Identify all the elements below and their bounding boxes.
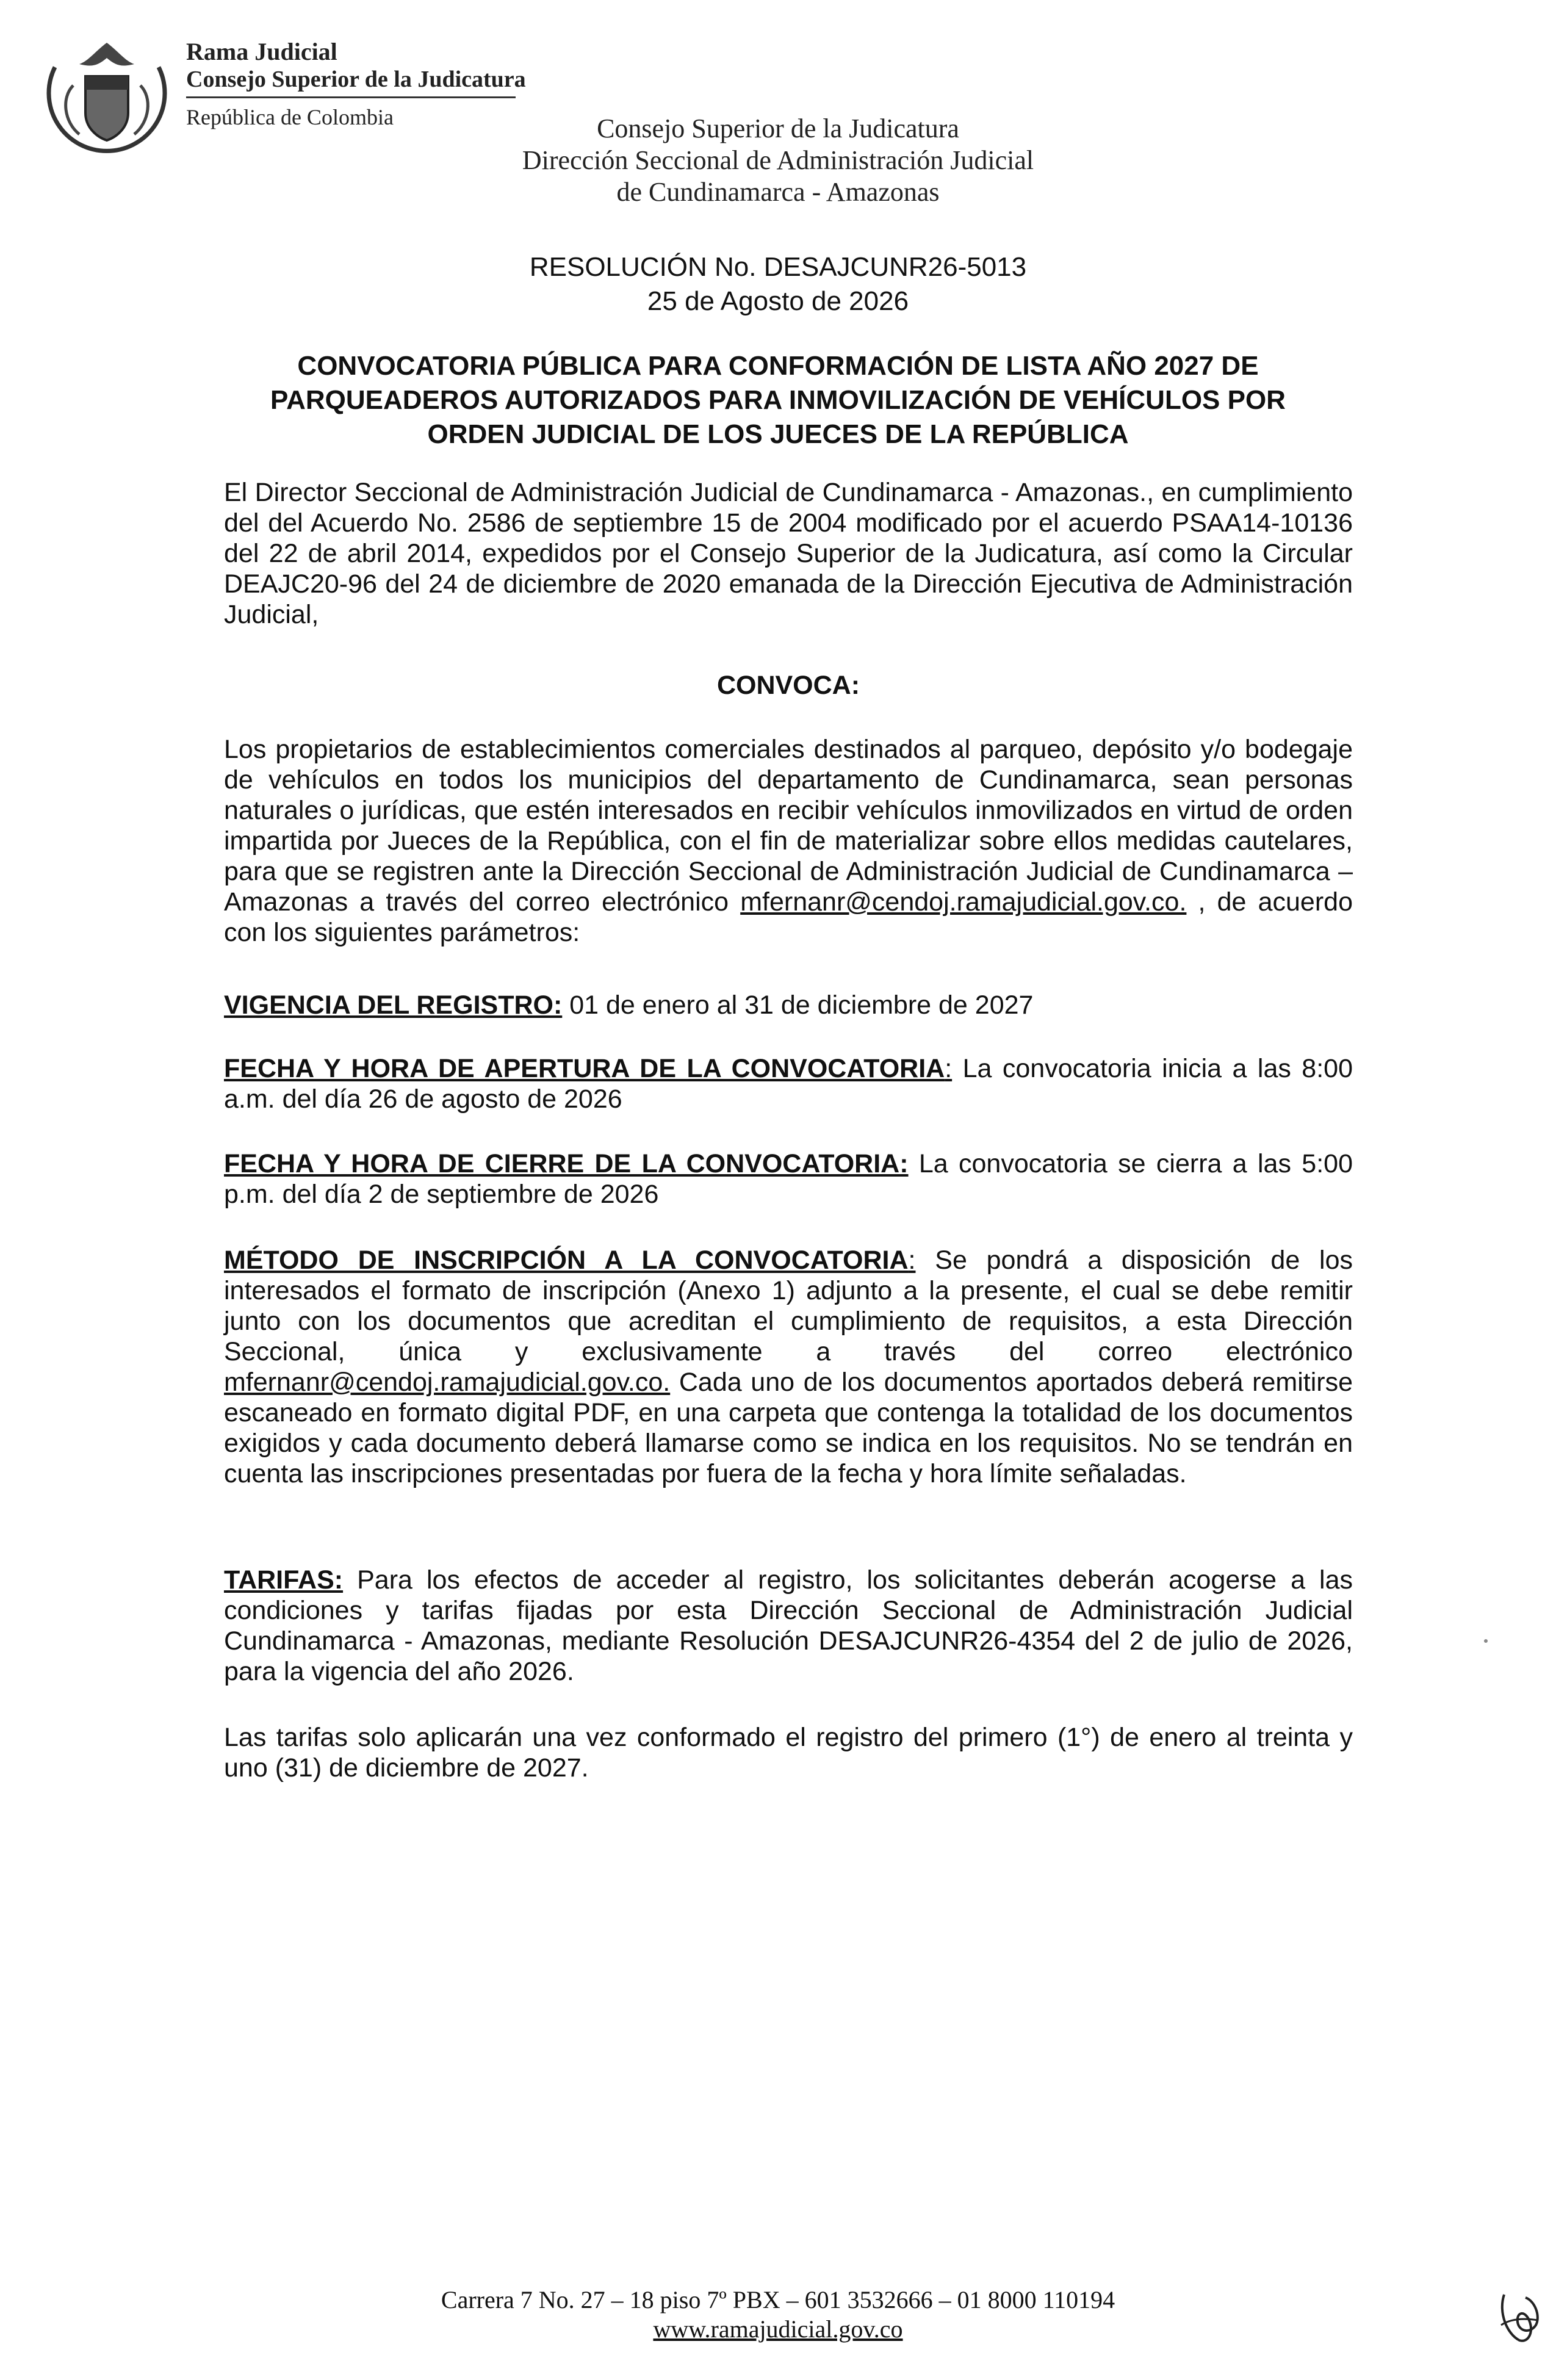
metodo-paragraph xyxy=(224,1245,1353,1489)
cierre-text: La convocatoria se cierra a las 5:00 p.m. del día 2 de septiembre de 2026 xyxy=(224,1149,1353,1209)
apertura-colon: : xyxy=(945,1054,953,1083)
tarifas-label: TARIFAS: xyxy=(224,1565,344,1595)
tarifas-paragraph xyxy=(224,1565,1353,1687)
metodo-label: MÉTODO DE INSCRIPCIÓN A LA CONVOCATORIA xyxy=(224,1246,909,1275)
resolution-header xyxy=(0,250,1556,319)
document-title xyxy=(201,349,1355,452)
convoca-text: Los propietarios de establecimientos comerciales destinados al parqueo, depósito y/o bodegaje de vehículos en todos los municipios del departamento de Cundinamarca, sean personas naturales o jurídicas, que estén interesados en recibir vehículos inmovilizados en virtud de orden impartida por Jueces de la República, con el fin de materializar sobre ellos medidas cautelares, para que se registren ante la Dirección Seccional de Administración Judicial de Cundinamarca – Amazonas a través del correo electrónico xyxy=(224,735,1353,917)
cierre-paragraph xyxy=(224,1149,1353,1210)
council-line-2: Dirección Seccional de Administración Judicial xyxy=(522,145,1034,175)
metodo-tail: Cada uno de los documentos aportados deberá remitirse escaneado en formato digital PDF, en una carpeta que contenga la totalidad de los documentos exigidos y cada documento deberá llamarse como se indica en los requisitos. No se tendrán en cuenta las inscripciones presentadas por fuera de la fecha y hora límite señaladas. xyxy=(224,1368,1353,1488)
convoca-paragraph xyxy=(224,734,1353,948)
brand-line-consejo: Consejo Superior de la Judicatura xyxy=(186,67,526,92)
metodo-colon: : xyxy=(908,1246,916,1275)
footer-website-link[interactable]: www.ramajudicial.gov.co xyxy=(653,2315,903,2343)
closing-paragraph xyxy=(224,1722,1353,1783)
resolution-date: 25 de Agosto de 2026 xyxy=(647,286,909,316)
brand-line-republica: República de Colombia xyxy=(186,105,394,129)
title-line-1: CONVOCATORIA PÚBLICA PARA CONFORMACIÓN DE LISTA AÑO 2027 DE xyxy=(297,351,1259,381)
cierre-label: FECHA Y HORA DE CIERRE DE LA CONVOCATORIA: xyxy=(224,1149,909,1178)
intro-paragraph xyxy=(224,477,1353,630)
apertura-text: La convocatoria inicia a las 8:00 a.m. del día 26 de agosto de 2026 xyxy=(224,1054,1353,1114)
convoca-heading: CONVOCA: xyxy=(716,671,860,700)
metodo-email-link[interactable]: mfernanr@cendoj.ramajudicial.gov.co. xyxy=(224,1368,671,1397)
metodo-text: Se pondrá a disposición de los interesados el formato de inscripción (Anexo 1) adjunto a la presente, el cual se debe remitir junto con los documentos que acreditan el cumplimiento de requisitos, a esta Dirección Seccional, única y exclusivamente a través del correo electrónico xyxy=(224,1246,1353,1366)
apertura-label: FECHA Y HORA DE APERTURA DE LA CONVOCATORIA xyxy=(224,1054,945,1083)
scan-speck xyxy=(1484,1639,1488,1643)
convoca-tail: , de acuerdo con los siguientes parámetros: xyxy=(224,887,1353,947)
title-line-3: ORDEN JUDICIAL DE LOS JUECES DE LA REPÚBLICA xyxy=(427,419,1129,449)
council-heading xyxy=(0,113,1556,208)
council-line-3: de Cundinamarca - Amazonas xyxy=(616,177,940,207)
council-line-1: Consejo Superior de la Judicatura xyxy=(597,114,959,143)
convoca-email-link[interactable]: mfernanr@cendoj.ramajudicial.gov.co. xyxy=(740,887,1187,917)
title-line-2: PARQUEADEROS AUTORIZADOS PARA INMOVILIZACIÓN DE VEHÍCULOS POR xyxy=(270,385,1286,415)
brand-divider xyxy=(186,96,516,98)
closing-text: Las tarifas solo aplicarán una vez conformado el registro del primero (1°) de enero al treinta y uno (31) de diciembre de 2027. xyxy=(224,1723,1353,1783)
apertura-paragraph xyxy=(224,1053,1353,1114)
footer-address: Carrera 7 No. 27 – 18 piso 7º PBX – 601 3532666 – 01 8000 110194 xyxy=(441,2286,1115,2313)
footer xyxy=(0,2285,1556,2344)
vigencia-text: 01 de enero al 31 de diciembre de 2027 xyxy=(562,990,1034,1020)
intro-text: El Director Seccional de Administración Judicial de Cundinamarca - Amazonas., en cumplimiento del del Acuerdo No. 2586 de septiembre 15 de 2004 modificado por el acuerdo PSAA14-10136 del 22 de abril 2014, expedidos por el Consejo Superior de la Judicatura, así como la Circular DEAJC20-96 del 24 de diciembre de 2020 emanada de la Dirección Ejecutiva de Administración Judicial, xyxy=(224,478,1353,629)
brand-line-rama-judicial: Rama Judicial xyxy=(186,38,337,65)
tarifas-text: Para los efectos de acceder al registro, los solicitantes deberán acogerse a las condiciones y tarifas fijadas por esta Dirección Seccional de Administración Judicial Cundinamarca - Amazonas, mediante Resolución DESAJCUNR26-4354 del 2 de julio de 2026, para la vigencia del año 2026. xyxy=(224,1565,1353,1686)
initials-signature-icon xyxy=(1492,2282,1547,2349)
resolution-number: RESOLUCIÓN No. DESAJCUNR26-5013 xyxy=(529,252,1027,282)
vigencia-label: VIGENCIA DEL REGISTRO: xyxy=(224,990,563,1020)
vigencia-paragraph xyxy=(224,990,1353,1020)
